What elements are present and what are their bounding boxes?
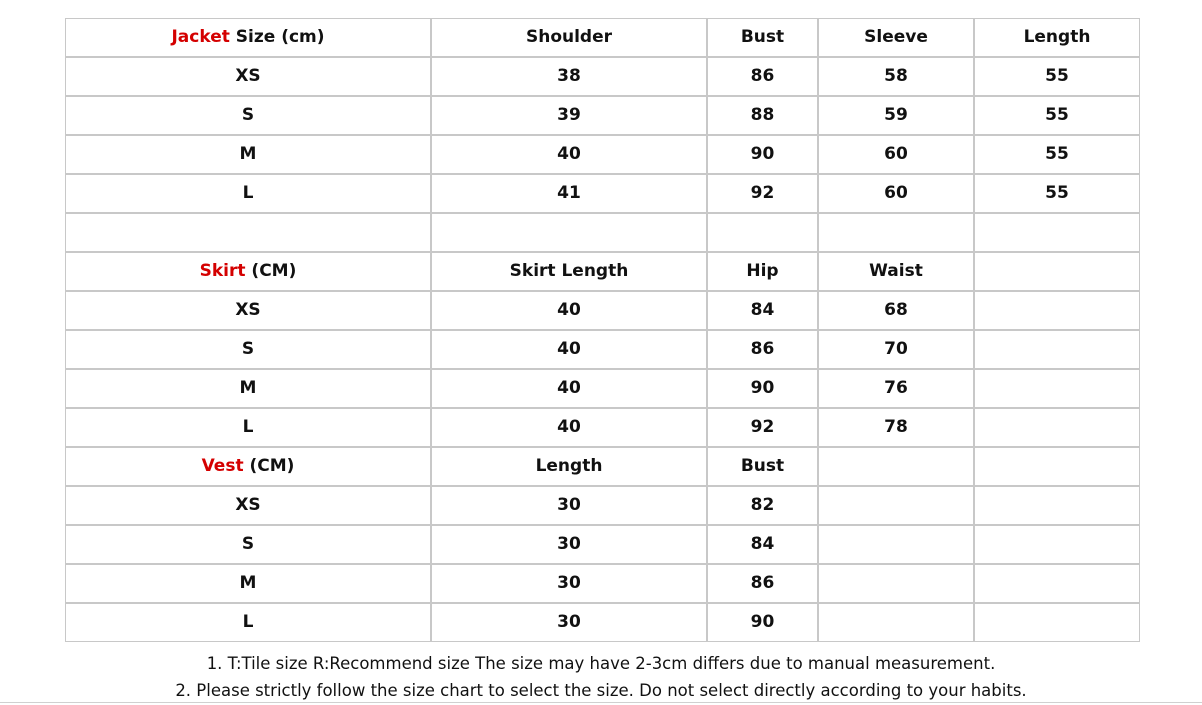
size-cell: S	[65, 96, 431, 135]
table-row	[65, 135, 1140, 174]
column-header	[818, 447, 974, 486]
table-row	[65, 408, 1140, 447]
value-cell: 86	[707, 330, 818, 369]
value-cell	[974, 603, 1140, 642]
column-header	[974, 447, 1140, 486]
column-header: Bust	[707, 18, 818, 57]
value-cell: 40	[431, 408, 707, 447]
value-cell: 92	[707, 408, 818, 447]
empty-cell	[818, 213, 974, 252]
value-cell	[974, 564, 1140, 603]
empty-cell	[65, 213, 431, 252]
size-cell: L	[65, 174, 431, 213]
table-row	[65, 57, 1140, 96]
empty-cell	[431, 213, 707, 252]
column-header: Skirt Length	[431, 252, 707, 291]
value-cell: 40	[431, 330, 707, 369]
value-cell: 60	[818, 174, 974, 213]
size-cell: XS	[65, 486, 431, 525]
table-row	[65, 174, 1140, 213]
value-cell: 40	[431, 369, 707, 408]
size-cell: L	[65, 408, 431, 447]
empty-cell	[707, 213, 818, 252]
value-cell: 55	[974, 96, 1140, 135]
size-cell: XS	[65, 291, 431, 330]
table-row	[65, 525, 1140, 564]
size-cell: M	[65, 135, 431, 174]
value-cell: 38	[431, 57, 707, 96]
column-header: Shoulder	[431, 18, 707, 57]
value-cell	[974, 330, 1140, 369]
value-cell	[974, 525, 1140, 564]
value-cell: 30	[431, 525, 707, 564]
size-cell: L	[65, 603, 431, 642]
value-cell: 55	[974, 174, 1140, 213]
value-cell: 68	[818, 291, 974, 330]
table-row	[65, 603, 1140, 642]
value-cell: 88	[707, 96, 818, 135]
size-cell: S	[65, 330, 431, 369]
value-cell	[974, 369, 1140, 408]
vest-header-row	[65, 447, 1140, 486]
spacer-row	[65, 213, 1140, 252]
table-row	[65, 369, 1140, 408]
value-cell: 55	[974, 57, 1140, 96]
value-cell: 90	[707, 603, 818, 642]
table-row	[65, 564, 1140, 603]
size-cell: M	[65, 369, 431, 408]
divider	[0, 702, 1202, 703]
column-header: Waist	[818, 252, 974, 291]
table-row	[65, 96, 1140, 135]
value-cell: 84	[707, 291, 818, 330]
size-cell: S	[65, 525, 431, 564]
column-header: Sleeve	[818, 18, 974, 57]
value-cell: 90	[707, 369, 818, 408]
value-cell: 30	[431, 564, 707, 603]
value-cell: 86	[707, 564, 818, 603]
size-chart-table	[65, 18, 1140, 642]
size-cell: XS	[65, 57, 431, 96]
value-cell: 82	[707, 486, 818, 525]
value-cell	[974, 486, 1140, 525]
value-cell: 78	[818, 408, 974, 447]
value-cell: 92	[707, 174, 818, 213]
value-cell: 58	[818, 57, 974, 96]
value-cell	[818, 564, 974, 603]
column-header: Length	[431, 447, 707, 486]
jacket-header-row	[65, 18, 1140, 57]
value-cell	[974, 291, 1140, 330]
value-cell: 76	[818, 369, 974, 408]
empty-cell	[974, 213, 1140, 252]
note-2: 2. Please strictly follow the size chart to select the size. Do not select directly according to your habits.	[175, 681, 1027, 700]
column-header	[974, 252, 1140, 291]
value-cell: 70	[818, 330, 974, 369]
column-header: Hip	[707, 252, 818, 291]
value-cell: 30	[431, 603, 707, 642]
table-row	[65, 330, 1140, 369]
column-header: Length	[974, 18, 1140, 57]
value-cell: 40	[431, 135, 707, 174]
value-cell: 86	[707, 57, 818, 96]
value-cell: 59	[818, 96, 974, 135]
value-cell: 55	[974, 135, 1140, 174]
value-cell: 40	[431, 291, 707, 330]
value-cell	[818, 525, 974, 564]
table-row	[65, 486, 1140, 525]
value-cell	[818, 486, 974, 525]
size-cell: M	[65, 564, 431, 603]
table-row	[65, 291, 1140, 330]
column-header: Bust	[707, 447, 818, 486]
value-cell: 90	[707, 135, 818, 174]
value-cell	[974, 408, 1140, 447]
value-cell: 39	[431, 96, 707, 135]
value-cell: 84	[707, 525, 818, 564]
vest-title: Vest (CM)	[65, 447, 431, 486]
value-cell	[818, 603, 974, 642]
jacket-title: Jacket Size (cm)	[65, 18, 431, 57]
skirt-header-row	[65, 252, 1140, 291]
value-cell: 41	[431, 174, 707, 213]
note-1: 1. T:Tile size R:Recommend size The size may have 2-3cm differs due to manual measurement.	[206, 654, 996, 673]
value-cell: 60	[818, 135, 974, 174]
skirt-title: Skirt (CM)	[65, 252, 431, 291]
value-cell: 30	[431, 486, 707, 525]
